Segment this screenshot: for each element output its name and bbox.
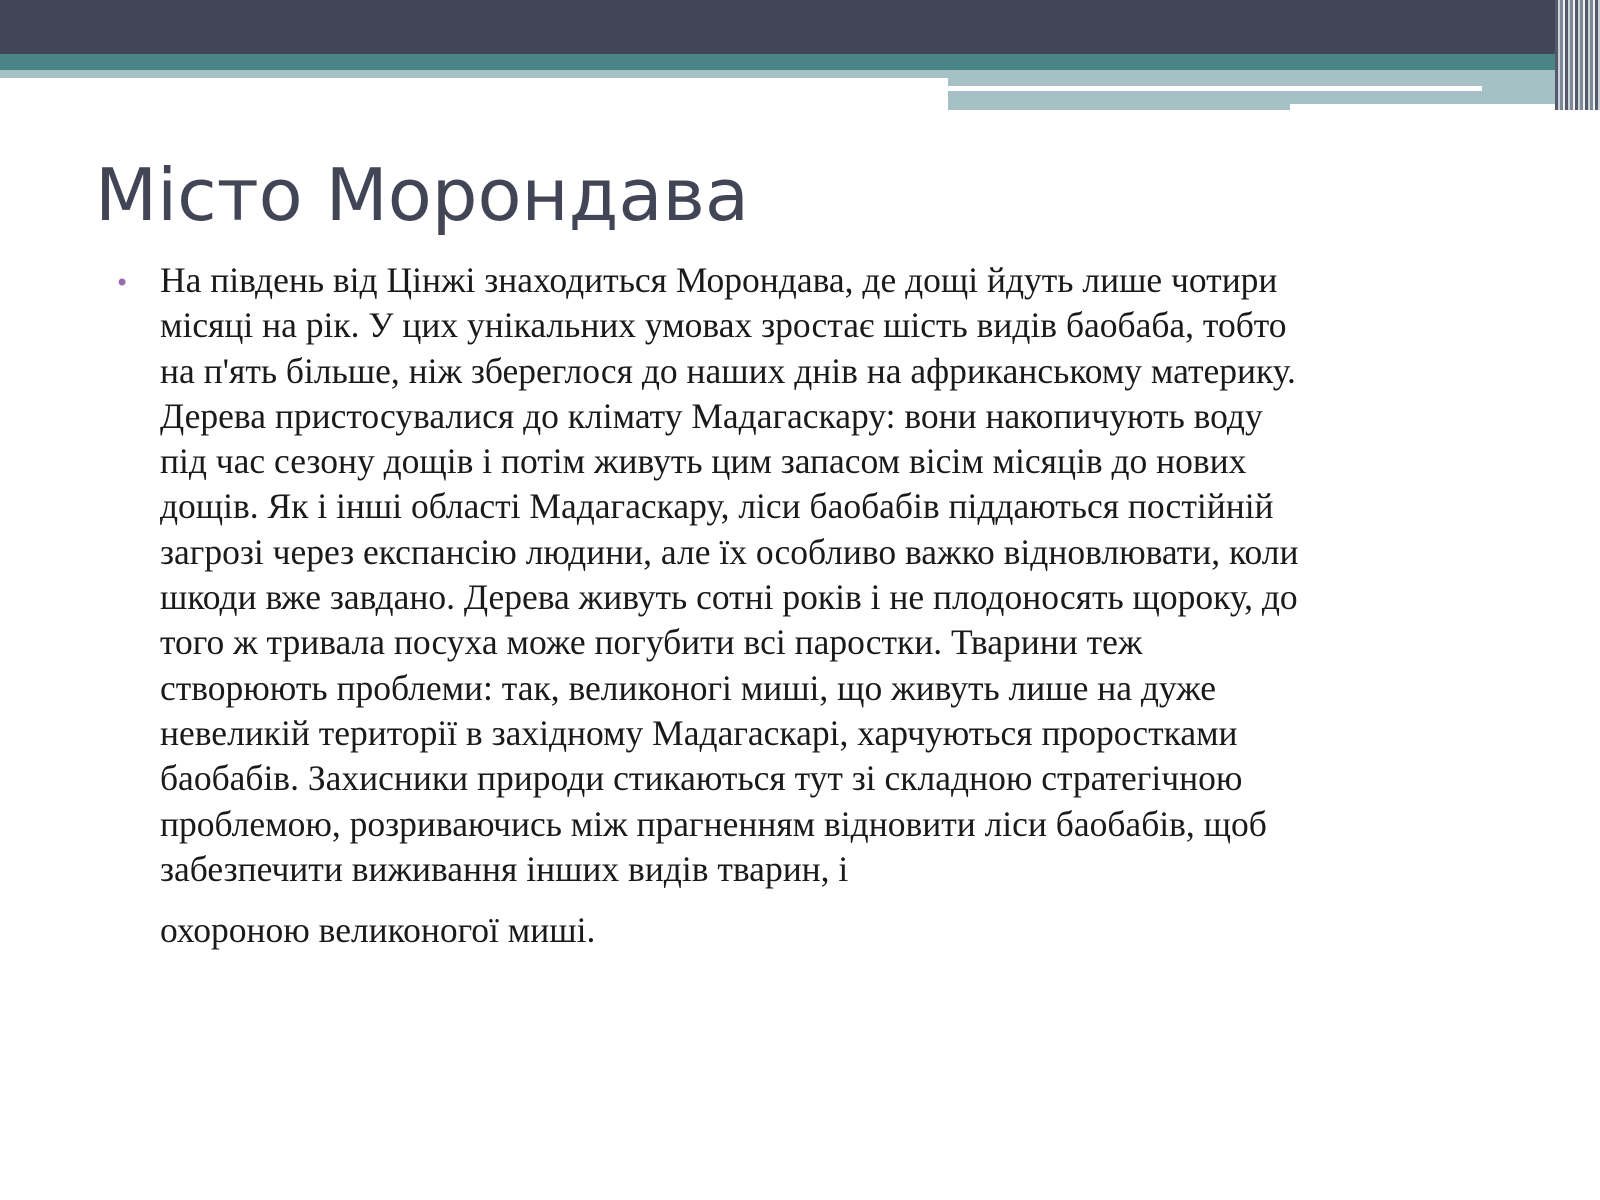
header-band-light-left bbox=[0, 70, 948, 78]
body-paragraph bbox=[160, 258, 1560, 892]
body-line: На південь від Цінжі знаходиться Морондава, де дощі йдуть лише чотири bbox=[160, 260, 1278, 300]
body-line: того ж тривала посуха може погубити всі паростки. Тварини теж bbox=[160, 622, 1143, 663]
body-line: загрозі через експансію людини, але їх особливо важко відновлювати, коли bbox=[160, 531, 1299, 572]
header-band-teal bbox=[0, 54, 1555, 70]
body-last-line: охороною великоногої миші. bbox=[160, 910, 596, 951]
header-stripes-decoration bbox=[1555, 0, 1600, 110]
body-line: під час сезону дощів і потім живуть цим запасом вісім місяців до нових bbox=[160, 441, 1247, 482]
body-line: місяці на рік. У цих унікальних умовах зростає шість видів баобаба, тобто bbox=[160, 305, 1287, 346]
body-line: створюють проблеми: так, великоногі миші, що живуть лише на дуже bbox=[160, 667, 1217, 708]
body-line: на п'ять більше, ніж збереглося до наших днів на африканському материку. bbox=[160, 350, 1296, 391]
body-line: дощів. Як і інші області Мадагаскару, ліси баобабів піддаються постійній bbox=[160, 486, 1274, 527]
slide-title: Місто Морондава bbox=[95, 153, 750, 237]
body-line: невеликій території в західному Мадагаскарі, харчуються проростками bbox=[160, 712, 1238, 753]
body-line: забезпечити виживання інших видів тварин, і bbox=[160, 848, 849, 889]
header-band-white-line bbox=[948, 86, 1482, 91]
body-line: шкоди вже завдано. Дерева живуть сотні років і не плодоносять щороку, до bbox=[160, 577, 1298, 618]
header-band-dark bbox=[0, 0, 1555, 54]
body-line: Дерева пристосувалися до клімату Мадагаскару: вони накопичують воду bbox=[160, 395, 1263, 436]
bullet-icon: • bbox=[115, 269, 130, 297]
header-band-white-line-lower bbox=[1290, 104, 1555, 110]
body-line: баобабів. Захисники природи стикаються тут зі складною стратегічною bbox=[160, 758, 1243, 799]
header-band bbox=[0, 0, 1600, 110]
body-line: проблемою, розриваючись між прагненням відновити ліси баобабів, щоб bbox=[160, 803, 1267, 844]
slide-body bbox=[160, 258, 1560, 953]
